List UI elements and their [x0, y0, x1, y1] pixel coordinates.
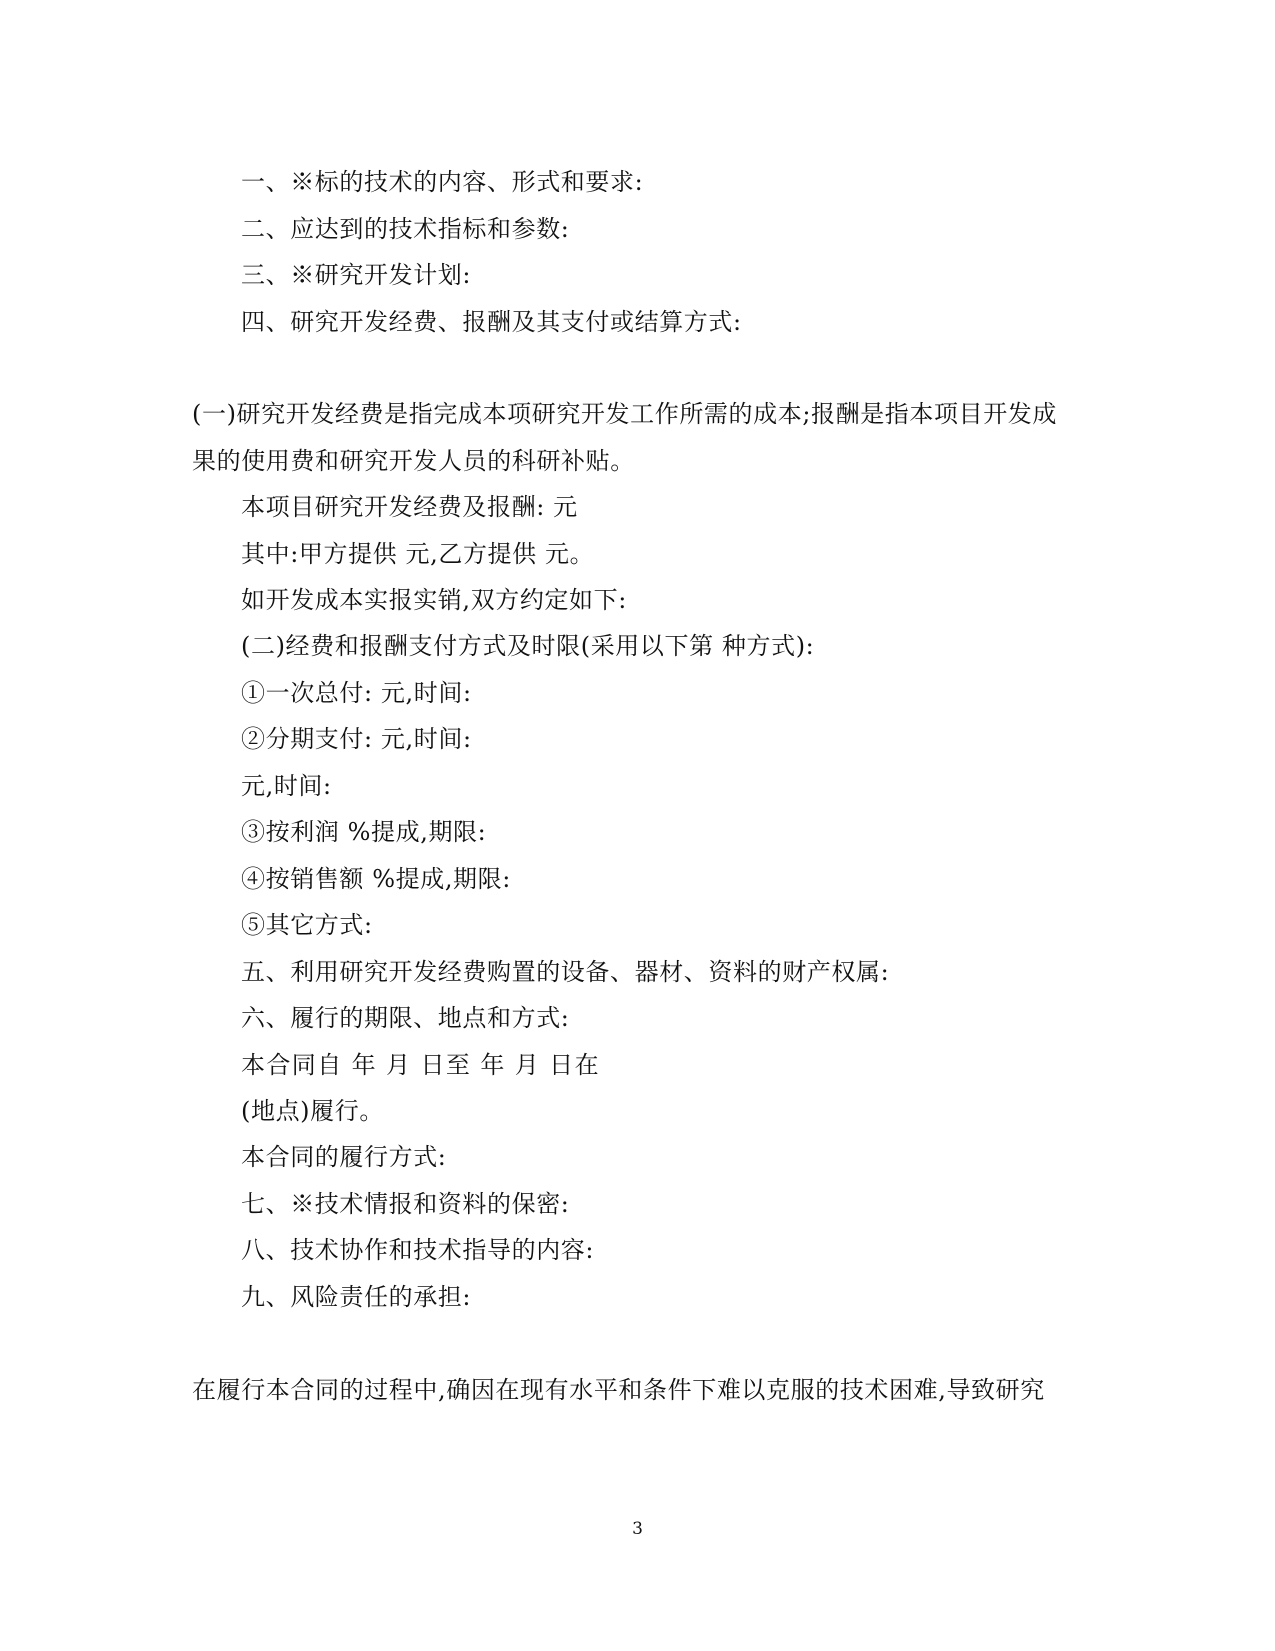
section-6-heading: 六、履行的期限、地点和方式:	[241, 1004, 570, 1032]
risk-paragraph-line: 在履行本合同的过程中,确因在现有水平和条件下难以克服的技术困难,导致研究	[192, 1376, 1045, 1404]
payment-option-1: ①一次总付: 元,时间:	[241, 679, 472, 707]
payment-method-heading: (二)经费和报酬支付方式及时限(采用以下第 种方式):	[241, 632, 815, 660]
contract-location-line: (地点)履行。	[241, 1097, 384, 1125]
payment-option-3: ③按利润 %提成,期限:	[241, 818, 487, 846]
section-9-heading: 九、风险责任的承担:	[241, 1283, 472, 1311]
section-8-heading: 八、技术协作和技术指导的内容:	[241, 1236, 595, 1264]
actual-cost-line: 如开发成本实报实销,双方约定如下:	[241, 586, 627, 614]
payment-option-5: ⑤其它方式:	[241, 911, 373, 939]
payment-option-2: ②分期支付: 元,时间:	[241, 725, 472, 753]
section-2-heading: 二、应达到的技术指标和参数:	[241, 215, 570, 243]
contract-period-line: 本合同自 年 月 日至 年 月 日在	[241, 1051, 600, 1079]
section-4-heading: 四、研究开发经费、报酬及其支付或结算方式:	[241, 308, 742, 336]
payment-option-2-continued: 元,时间:	[241, 772, 332, 800]
party-contribution-line: 其中:甲方提供 元,乙方提供 元。	[241, 540, 595, 568]
page-number: 3	[632, 1519, 643, 1539]
paragraph-funding-definition-line-2: 果的使用费和研究开发人员的科研补贴。	[192, 447, 635, 475]
total-funding-line: 本项目研究开发经费及报酬: 元	[241, 493, 578, 521]
performance-method-line: 本合同的履行方式:	[241, 1143, 447, 1171]
paragraph-funding-definition-line-1: (一)研究开发经费是指完成本项研究开发工作所需的成本;报酬是指本项目开发成	[192, 400, 1058, 428]
section-1-heading: 一、※标的技术的内容、形式和要求:	[241, 168, 644, 196]
section-3-heading: 三、※研究开发计划:	[241, 261, 472, 289]
section-5-heading: 五、利用研究开发经费购置的设备、器材、资料的财产权属:	[241, 958, 890, 986]
payment-option-4: ④按销售额 %提成,期限:	[241, 865, 511, 893]
section-7-heading: 七、※技术情报和资料的保密:	[241, 1190, 570, 1218]
